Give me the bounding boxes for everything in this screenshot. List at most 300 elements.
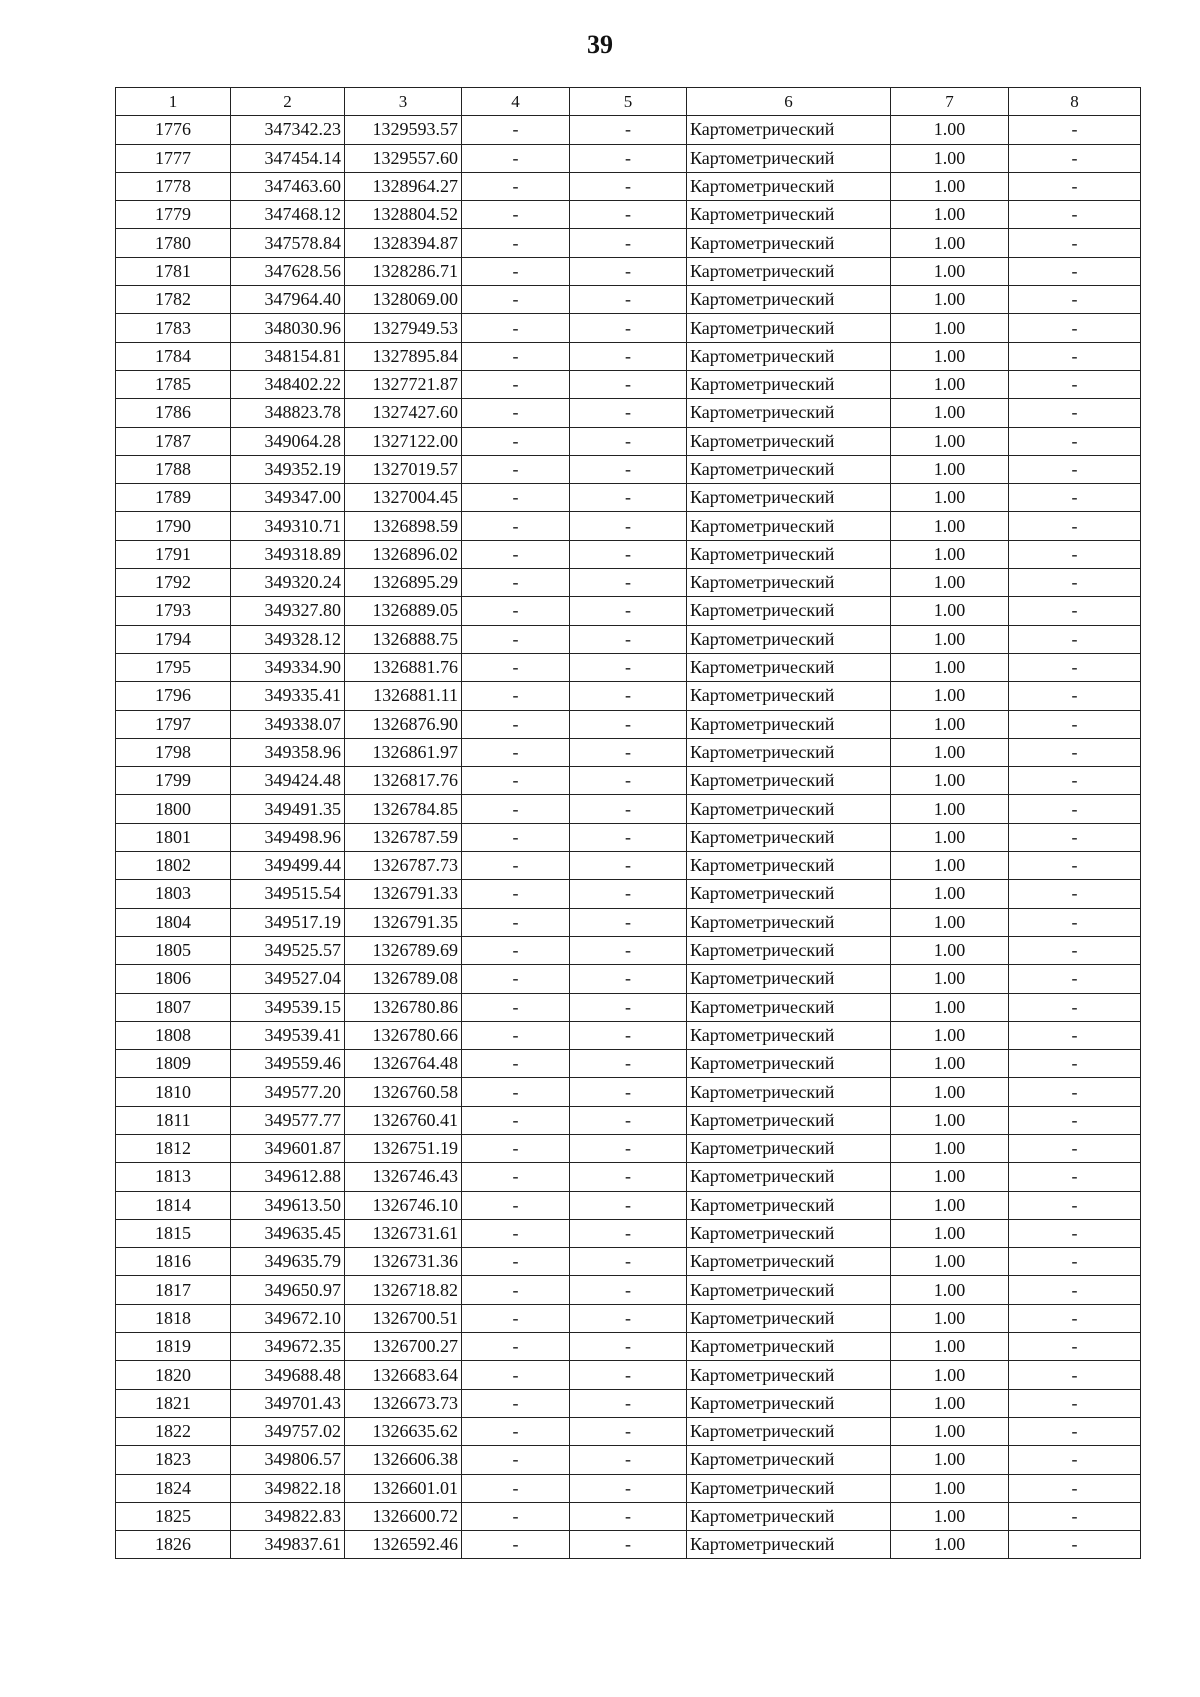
method-cell: Картометрический	[687, 795, 891, 823]
x-coordinate-cell: 349515.54	[231, 880, 345, 908]
column-header: 6	[687, 88, 891, 116]
y-coordinate-cell: 1326787.73	[345, 852, 462, 880]
method-cell: Картометрический	[687, 257, 891, 285]
col-5-cell: -	[570, 314, 687, 342]
point-number-cell: 1799	[116, 767, 231, 795]
y-coordinate-cell: 1326888.75	[345, 625, 462, 653]
accuracy-cell: 1.00	[891, 1502, 1009, 1530]
col-4-cell: -	[462, 625, 570, 653]
table-row	[116, 852, 1141, 880]
col-8-cell: -	[1009, 908, 1141, 936]
x-coordinate-cell: 349338.07	[231, 710, 345, 738]
col-4-cell: -	[462, 286, 570, 314]
col-8-cell: -	[1009, 1219, 1141, 1247]
col-5-cell: -	[570, 993, 687, 1021]
method-cell: Картометрический	[687, 1361, 891, 1389]
x-coordinate-cell: 349334.90	[231, 653, 345, 681]
col-5-cell: -	[570, 1502, 687, 1530]
col-8-cell: -	[1009, 201, 1141, 229]
table-row	[116, 1417, 1141, 1445]
accuracy-cell: 1.00	[891, 116, 1009, 144]
y-coordinate-cell: 1326700.27	[345, 1333, 462, 1361]
col-8-cell: -	[1009, 144, 1141, 172]
method-cell: Картометрический	[687, 908, 891, 936]
x-coordinate-cell: 349327.80	[231, 597, 345, 625]
col-5-cell: -	[570, 399, 687, 427]
method-cell: Картометрический	[687, 1389, 891, 1417]
y-coordinate-cell: 1326780.66	[345, 1021, 462, 1049]
point-number-cell: 1820	[116, 1361, 231, 1389]
y-coordinate-cell: 1326881.76	[345, 653, 462, 681]
accuracy-cell: 1.00	[891, 823, 1009, 851]
x-coordinate-cell: 347578.84	[231, 229, 345, 257]
x-coordinate-cell: 349527.04	[231, 965, 345, 993]
table-row	[116, 540, 1141, 568]
col-5-cell: -	[570, 908, 687, 936]
method-cell: Картометрический	[687, 625, 891, 653]
column-header: 7	[891, 88, 1009, 116]
x-coordinate-cell: 349318.89	[231, 540, 345, 568]
accuracy-cell: 1.00	[891, 144, 1009, 172]
method-cell: Картометрический	[687, 370, 891, 398]
method-cell: Картометрический	[687, 738, 891, 766]
x-coordinate-cell: 349672.35	[231, 1333, 345, 1361]
y-coordinate-cell: 1326898.59	[345, 512, 462, 540]
col-8-cell: -	[1009, 342, 1141, 370]
col-8-cell: -	[1009, 993, 1141, 1021]
table-row	[116, 342, 1141, 370]
col-4-cell: -	[462, 1134, 570, 1162]
col-8-cell: -	[1009, 682, 1141, 710]
col-8-cell: -	[1009, 229, 1141, 257]
col-8-cell: -	[1009, 512, 1141, 540]
point-number-cell: 1797	[116, 710, 231, 738]
col-5-cell: -	[570, 370, 687, 398]
col-8-cell: -	[1009, 314, 1141, 342]
col-4-cell: -	[462, 1021, 570, 1049]
method-cell: Картометрический	[687, 1474, 891, 1502]
col-4-cell: -	[462, 682, 570, 710]
accuracy-cell: 1.00	[891, 427, 1009, 455]
col-4-cell: -	[462, 1304, 570, 1332]
table-row	[116, 682, 1141, 710]
point-number-cell: 1781	[116, 257, 231, 285]
method-cell: Картометрический	[687, 1502, 891, 1530]
col-8-cell: -	[1009, 399, 1141, 427]
point-number-cell: 1824	[116, 1474, 231, 1502]
method-cell: Картометрический	[687, 936, 891, 964]
y-coordinate-cell: 1328286.71	[345, 257, 462, 285]
col-5-cell: -	[570, 1446, 687, 1474]
table-row	[116, 1276, 1141, 1304]
column-header: 2	[231, 88, 345, 116]
method-cell: Картометрический	[687, 1304, 891, 1332]
method-cell: Картометрический	[687, 229, 891, 257]
point-number-cell: 1792	[116, 569, 231, 597]
col-5-cell: -	[570, 286, 687, 314]
table-row	[116, 738, 1141, 766]
col-8-cell: -	[1009, 427, 1141, 455]
x-coordinate-cell: 347454.14	[231, 144, 345, 172]
method-cell: Картометрический	[687, 1191, 891, 1219]
x-coordinate-cell: 347628.56	[231, 257, 345, 285]
table-row	[116, 370, 1141, 398]
point-number-cell: 1818	[116, 1304, 231, 1332]
accuracy-cell: 1.00	[891, 795, 1009, 823]
table-row	[116, 880, 1141, 908]
col-5-cell: -	[570, 1078, 687, 1106]
table-row	[116, 286, 1141, 314]
point-number-cell: 1805	[116, 936, 231, 964]
point-number-cell: 1783	[116, 314, 231, 342]
col-5-cell: -	[570, 936, 687, 964]
y-coordinate-cell: 1326784.85	[345, 795, 462, 823]
table-body	[116, 88, 1141, 1559]
x-coordinate-cell: 349822.18	[231, 1474, 345, 1502]
col-5-cell: -	[570, 1050, 687, 1078]
x-coordinate-cell: 349347.00	[231, 484, 345, 512]
method-cell: Картометрический	[687, 342, 891, 370]
accuracy-cell: 1.00	[891, 569, 1009, 597]
x-coordinate-cell: 349559.46	[231, 1050, 345, 1078]
table-row	[116, 116, 1141, 144]
col-8-cell: -	[1009, 1446, 1141, 1474]
col-8-cell: -	[1009, 569, 1141, 597]
y-coordinate-cell: 1326683.64	[345, 1361, 462, 1389]
col-4-cell: -	[462, 540, 570, 568]
method-cell: Картометрический	[687, 1446, 891, 1474]
table-row	[116, 257, 1141, 285]
col-4-cell: -	[462, 1417, 570, 1445]
col-4-cell: -	[462, 1531, 570, 1559]
col-4-cell: -	[462, 427, 570, 455]
accuracy-cell: 1.00	[891, 993, 1009, 1021]
x-coordinate-cell: 349635.45	[231, 1219, 345, 1247]
table-row	[116, 597, 1141, 625]
col-4-cell: -	[462, 1474, 570, 1502]
x-coordinate-cell: 349064.28	[231, 427, 345, 455]
point-number-cell: 1791	[116, 540, 231, 568]
table-row	[116, 1191, 1141, 1219]
y-coordinate-cell: 1326817.76	[345, 767, 462, 795]
col-8-cell: -	[1009, 653, 1141, 681]
method-cell: Картометрический	[687, 1333, 891, 1361]
accuracy-cell: 1.00	[891, 1248, 1009, 1276]
y-coordinate-cell: 1327949.53	[345, 314, 462, 342]
col-5-cell: -	[570, 512, 687, 540]
col-5-cell: -	[570, 1219, 687, 1247]
col-5-cell: -	[570, 257, 687, 285]
accuracy-cell: 1.00	[891, 342, 1009, 370]
y-coordinate-cell: 1326876.90	[345, 710, 462, 738]
x-coordinate-cell: 349672.10	[231, 1304, 345, 1332]
col-8-cell: -	[1009, 116, 1141, 144]
x-coordinate-cell: 348030.96	[231, 314, 345, 342]
y-coordinate-cell: 1327721.87	[345, 370, 462, 398]
accuracy-cell: 1.00	[891, 936, 1009, 964]
col-5-cell: -	[570, 653, 687, 681]
accuracy-cell: 1.00	[891, 767, 1009, 795]
table-row	[116, 1474, 1141, 1502]
method-cell: Картометрический	[687, 880, 891, 908]
col-8-cell: -	[1009, 936, 1141, 964]
method-cell: Картометрический	[687, 1134, 891, 1162]
accuracy-cell: 1.00	[891, 484, 1009, 512]
table-row	[116, 1389, 1141, 1417]
table-row	[116, 1078, 1141, 1106]
col-4-cell: -	[462, 852, 570, 880]
y-coordinate-cell: 1329593.57	[345, 116, 462, 144]
method-cell: Картометрический	[687, 852, 891, 880]
point-number-cell: 1796	[116, 682, 231, 710]
col-4-cell: -	[462, 116, 570, 144]
table-row	[116, 1134, 1141, 1162]
y-coordinate-cell: 1327122.00	[345, 427, 462, 455]
accuracy-cell: 1.00	[891, 286, 1009, 314]
point-number-cell: 1777	[116, 144, 231, 172]
y-coordinate-cell: 1329557.60	[345, 144, 462, 172]
coordinates-table	[115, 87, 1141, 1559]
x-coordinate-cell: 349577.77	[231, 1106, 345, 1134]
col-4-cell: -	[462, 1389, 570, 1417]
col-8-cell: -	[1009, 1050, 1141, 1078]
method-cell: Картометрический	[687, 484, 891, 512]
method-cell: Картометрический	[687, 286, 891, 314]
method-cell: Картометрический	[687, 767, 891, 795]
y-coordinate-cell: 1326791.33	[345, 880, 462, 908]
method-cell: Картометрический	[687, 1276, 891, 1304]
x-coordinate-cell: 348402.22	[231, 370, 345, 398]
point-number-cell: 1782	[116, 286, 231, 314]
y-coordinate-cell: 1326787.59	[345, 823, 462, 851]
col-4-cell: -	[462, 653, 570, 681]
col-4-cell: -	[462, 1219, 570, 1247]
point-number-cell: 1816	[116, 1248, 231, 1276]
col-4-cell: -	[462, 399, 570, 427]
col-4-cell: -	[462, 1050, 570, 1078]
table-row	[116, 1446, 1141, 1474]
x-coordinate-cell: 349635.79	[231, 1248, 345, 1276]
point-number-cell: 1815	[116, 1219, 231, 1247]
x-coordinate-cell: 349491.35	[231, 795, 345, 823]
col-5-cell: -	[570, 342, 687, 370]
accuracy-cell: 1.00	[891, 1021, 1009, 1049]
col-8-cell: -	[1009, 852, 1141, 880]
method-cell: Картометрический	[687, 710, 891, 738]
col-8-cell: -	[1009, 1502, 1141, 1530]
point-number-cell: 1817	[116, 1276, 231, 1304]
col-4-cell: -	[462, 342, 570, 370]
col-4-cell: -	[462, 512, 570, 540]
point-number-cell: 1808	[116, 1021, 231, 1049]
table-row	[116, 1021, 1141, 1049]
x-coordinate-cell: 349498.96	[231, 823, 345, 851]
y-coordinate-cell: 1326718.82	[345, 1276, 462, 1304]
accuracy-cell: 1.00	[891, 682, 1009, 710]
x-coordinate-cell: 349650.97	[231, 1276, 345, 1304]
y-coordinate-cell: 1326881.11	[345, 682, 462, 710]
y-coordinate-cell: 1326789.69	[345, 936, 462, 964]
point-number-cell: 1798	[116, 738, 231, 766]
x-coordinate-cell: 349539.41	[231, 1021, 345, 1049]
x-coordinate-cell: 349688.48	[231, 1361, 345, 1389]
col-4-cell: -	[462, 1333, 570, 1361]
col-8-cell: -	[1009, 823, 1141, 851]
method-cell: Картометрический	[687, 1163, 891, 1191]
col-4-cell: -	[462, 738, 570, 766]
accuracy-cell: 1.00	[891, 1219, 1009, 1247]
x-coordinate-cell: 348154.81	[231, 342, 345, 370]
y-coordinate-cell: 1326889.05	[345, 597, 462, 625]
col-8-cell: -	[1009, 1248, 1141, 1276]
method-cell: Картометрический	[687, 965, 891, 993]
table-row	[116, 1361, 1141, 1389]
col-8-cell: -	[1009, 455, 1141, 483]
col-4-cell: -	[462, 314, 570, 342]
accuracy-cell: 1.00	[891, 710, 1009, 738]
col-5-cell: -	[570, 965, 687, 993]
x-coordinate-cell: 349757.02	[231, 1417, 345, 1445]
table-row	[116, 1304, 1141, 1332]
col-5-cell: -	[570, 1304, 687, 1332]
table-row	[116, 1219, 1141, 1247]
col-5-cell: -	[570, 540, 687, 568]
accuracy-cell: 1.00	[891, 455, 1009, 483]
col-4-cell: -	[462, 229, 570, 257]
table-row	[116, 710, 1141, 738]
point-number-cell: 1806	[116, 965, 231, 993]
accuracy-cell: 1.00	[891, 1446, 1009, 1474]
table-row	[116, 512, 1141, 540]
point-number-cell: 1822	[116, 1417, 231, 1445]
col-4-cell: -	[462, 795, 570, 823]
column-header: 8	[1009, 88, 1141, 116]
col-8-cell: -	[1009, 540, 1141, 568]
x-coordinate-cell: 347964.40	[231, 286, 345, 314]
col-5-cell: -	[570, 229, 687, 257]
col-4-cell: -	[462, 823, 570, 851]
method-cell: Картометрический	[687, 682, 891, 710]
col-5-cell: -	[570, 1474, 687, 1502]
col-4-cell: -	[462, 257, 570, 285]
point-number-cell: 1809	[116, 1050, 231, 1078]
y-coordinate-cell: 1326861.97	[345, 738, 462, 766]
col-5-cell: -	[570, 1417, 687, 1445]
point-number-cell: 1807	[116, 993, 231, 1021]
accuracy-cell: 1.00	[891, 257, 1009, 285]
point-number-cell: 1784	[116, 342, 231, 370]
column-header: 3	[345, 88, 462, 116]
col-4-cell: -	[462, 172, 570, 200]
accuracy-cell: 1.00	[891, 653, 1009, 681]
method-cell: Картометрический	[687, 653, 891, 681]
y-coordinate-cell: 1326731.36	[345, 1248, 462, 1276]
accuracy-cell: 1.00	[891, 965, 1009, 993]
method-cell: Картометрический	[687, 1078, 891, 1106]
x-coordinate-cell: 349701.43	[231, 1389, 345, 1417]
col-5-cell: -	[570, 1389, 687, 1417]
point-number-cell: 1826	[116, 1531, 231, 1559]
col-8-cell: -	[1009, 1276, 1141, 1304]
table-row	[116, 993, 1141, 1021]
accuracy-cell: 1.00	[891, 512, 1009, 540]
point-number-cell: 1819	[116, 1333, 231, 1361]
col-5-cell: -	[570, 144, 687, 172]
col-5-cell: -	[570, 455, 687, 483]
col-4-cell: -	[462, 908, 570, 936]
y-coordinate-cell: 1326606.38	[345, 1446, 462, 1474]
col-4-cell: -	[462, 1248, 570, 1276]
col-8-cell: -	[1009, 1531, 1141, 1559]
y-coordinate-cell: 1326600.72	[345, 1502, 462, 1530]
y-coordinate-cell: 1326789.08	[345, 965, 462, 993]
x-coordinate-cell: 349517.19	[231, 908, 345, 936]
y-coordinate-cell: 1326780.86	[345, 993, 462, 1021]
method-cell: Картометрический	[687, 569, 891, 597]
point-number-cell: 1795	[116, 653, 231, 681]
table-row	[116, 484, 1141, 512]
accuracy-cell: 1.00	[891, 1191, 1009, 1219]
y-coordinate-cell: 1326673.73	[345, 1389, 462, 1417]
table-row	[116, 172, 1141, 200]
col-8-cell: -	[1009, 1361, 1141, 1389]
col-8-cell: -	[1009, 1163, 1141, 1191]
col-8-cell: -	[1009, 484, 1141, 512]
method-cell: Картометрический	[687, 512, 891, 540]
method-cell: Картометрический	[687, 1219, 891, 1247]
table-row	[116, 823, 1141, 851]
col-8-cell: -	[1009, 625, 1141, 653]
col-5-cell: -	[570, 1333, 687, 1361]
x-coordinate-cell: 348823.78	[231, 399, 345, 427]
col-4-cell: -	[462, 767, 570, 795]
col-8-cell: -	[1009, 738, 1141, 766]
col-5-cell: -	[570, 1134, 687, 1162]
accuracy-cell: 1.00	[891, 1417, 1009, 1445]
method-cell: Картометрический	[687, 1417, 891, 1445]
col-5-cell: -	[570, 1248, 687, 1276]
accuracy-cell: 1.00	[891, 1163, 1009, 1191]
col-8-cell: -	[1009, 1078, 1141, 1106]
col-8-cell: -	[1009, 1021, 1141, 1049]
y-coordinate-cell: 1328394.87	[345, 229, 462, 257]
method-cell: Картометрический	[687, 144, 891, 172]
y-coordinate-cell: 1326895.29	[345, 569, 462, 597]
point-number-cell: 1801	[116, 823, 231, 851]
table-row	[116, 653, 1141, 681]
col-5-cell: -	[570, 1361, 687, 1389]
table-row	[116, 625, 1141, 653]
method-cell: Картометрический	[687, 1248, 891, 1276]
page-number: 39	[587, 30, 613, 59]
column-header: 1	[116, 88, 231, 116]
point-number-cell: 1789	[116, 484, 231, 512]
table-row	[116, 1502, 1141, 1530]
col-4-cell: -	[462, 569, 570, 597]
col-4-cell: -	[462, 1106, 570, 1134]
point-number-cell: 1810	[116, 1078, 231, 1106]
method-cell: Картометрический	[687, 540, 891, 568]
col-8-cell: -	[1009, 767, 1141, 795]
col-5-cell: -	[570, 795, 687, 823]
y-coordinate-cell: 1327427.60	[345, 399, 462, 427]
method-cell: Картометрический	[687, 1106, 891, 1134]
point-number-cell: 1788	[116, 455, 231, 483]
method-cell: Картометрический	[687, 823, 891, 851]
col-5-cell: -	[570, 1531, 687, 1559]
y-coordinate-cell: 1326635.62	[345, 1417, 462, 1445]
col-5-cell: -	[570, 852, 687, 880]
